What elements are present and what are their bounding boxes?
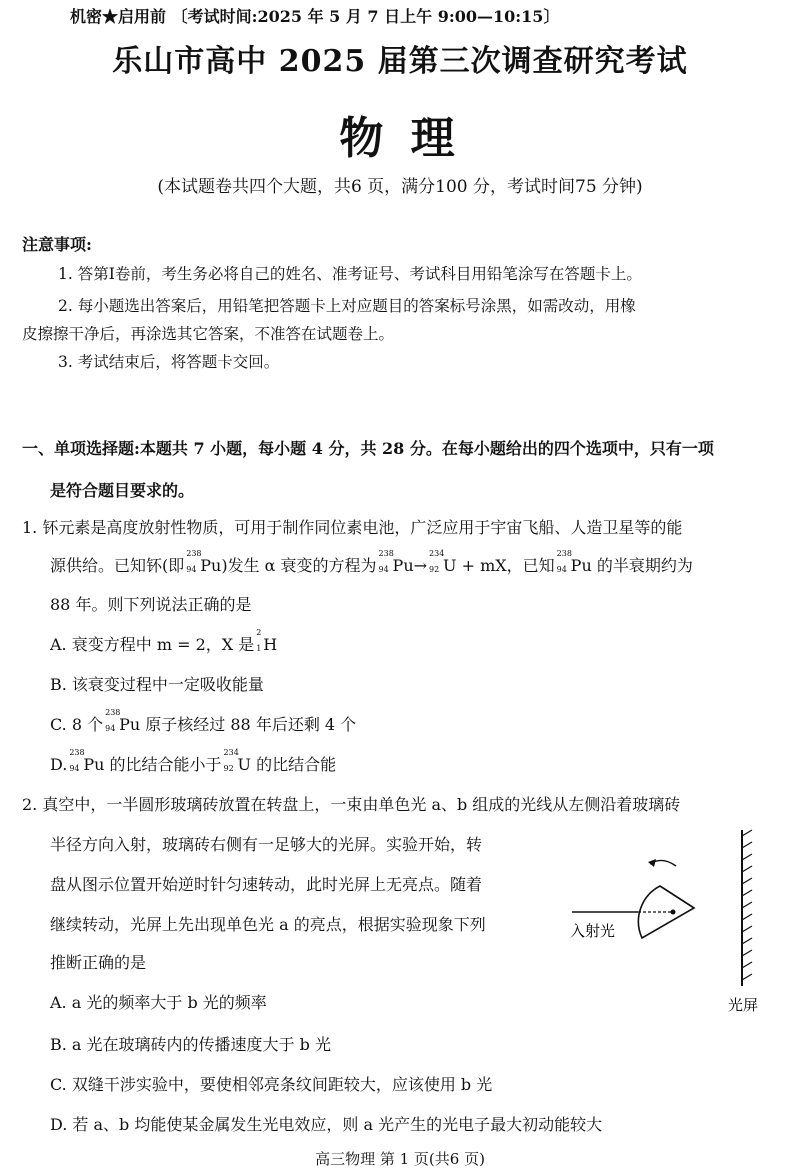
center-dot (671, 910, 676, 915)
q2-stem-line-2: 半径方向入射，玻璃砖右侧有一足够大的光屏。实验开始，转 (50, 835, 483, 854)
glass-block-figure (568, 826, 780, 1016)
section-1-heading-cont: 是符合题目要求的。 (50, 481, 195, 500)
q2-option-b: B. a 光在玻璃砖内的传播速度大于 b 光 (50, 1035, 331, 1054)
q2-stem-line-3: 盘从图示位置开始逆时针匀速转动，此时光屏上无亮点。随着 (50, 875, 483, 894)
screen-label: 光屏 (728, 996, 759, 1014)
q1-option-a: A. 衰变方程中 m = 2，X 是 2 1 H (50, 628, 278, 654)
q1-option-c: C. 8 个 238 94 Pu 原子核经过 88 年后还剩 4 个 (50, 708, 357, 734)
q1-option-d: D. 238 94 Pu 的比结合能小于 234 92 U 的比结合能 (50, 748, 337, 774)
q1-stem-line-2: 源供给。已知钚(即 238 94 Pu)发生 α 衰变的方程为 238 94 Pu→ 234 92 U + mX，已知 238 94 Pu 的半衰期约为 (50, 549, 693, 575)
q1-option-b: B. 该衰变过程中一定吸收能量 (50, 675, 264, 694)
isotope-pu: 238 94 (378, 549, 394, 574)
q2-stem-line-5: 推断正确的是 (50, 953, 147, 972)
q2-option-d: D. 若 a、b 均能使某金属发生光电效应，则 a 光产生的光电子最大初动能较大 (50, 1115, 603, 1134)
q2-stem-line-4: 继续转动，光屏上先出现单色光 a 的亮点，根据实验现象下列 (50, 915, 486, 934)
page-footer: 高三物理 第 1 页(共6 页) (315, 1150, 485, 1168)
confidential-header: 机密★启用前 〔考试时间:2025 年 5 月 7 日上午 9:00—10:15〕 (70, 7, 560, 26)
notice-heading: 注意事项: (22, 235, 92, 254)
isotope-pu: 238 94 (186, 549, 202, 574)
q1-stem-line-1: 1. 钚元素是高度放射性物质，可用于制作同位素电池，广泛应用于宇宙飞船、人造卫星等的能 (22, 518, 683, 537)
notice-item-2-cont: 皮擦擦干净后，再涂选其它答案，不准答在试题卷上。 (22, 325, 395, 343)
semicircle-glass (638, 886, 694, 938)
incident-light-label: 入射光 (570, 922, 616, 940)
q2-option-a: A. a 光的频率大于 b 光的频率 (50, 993, 267, 1012)
exam-title: 乐山市高中 2025 届第三次调查研究考试 (112, 44, 688, 79)
section-1-heading: 一、单项选择题:本题共 7 小题，每小题 4 分，共 28 分。在每小题给出的四个选项中，只有一项 (22, 439, 714, 458)
isotope-u: 234 92 (429, 549, 445, 574)
notice-item-3: 3. 考试结束后，将答题卡交回。 (58, 353, 280, 371)
subject-title: 物 理 (339, 113, 461, 164)
q2-stem-line-1: 2. 真空中，一半圆形玻璃砖放置在转盘上，一束由单色光 a、b 组成的光线从左侧沿着玻璃砖 (22, 795, 681, 814)
isotope-h: 2 1 (256, 628, 262, 653)
isotope-pu: 238 94 (556, 549, 572, 574)
notice-item-2: 2. 每小题选出答案后，用铅笔把答题卡上对应题目的答案标号涂黑，如需改动，用橡 (58, 297, 636, 315)
screen-hatching (742, 830, 752, 980)
q1-stem-line-3: 88 年。则下列说法正确的是 (50, 595, 252, 614)
isotope-pu: 238 94 (105, 708, 121, 733)
notice-item-1: 1. 答第Ⅰ卷前，考生务必将自己的姓名、准考证号、考试科目用铅笔涂写在答题卡上。 (58, 265, 642, 283)
isotope-u: 234 92 (223, 748, 239, 773)
q2-option-c: C. 双缝干涉实验中，要使相邻亮条纹间距较大，应该使用 b 光 (50, 1075, 493, 1094)
isotope-pu: 238 94 (69, 748, 85, 773)
exam-info: (本试题卷共四个大题，共6 页，满分100 分，考试时间75 分钟) (157, 177, 643, 197)
